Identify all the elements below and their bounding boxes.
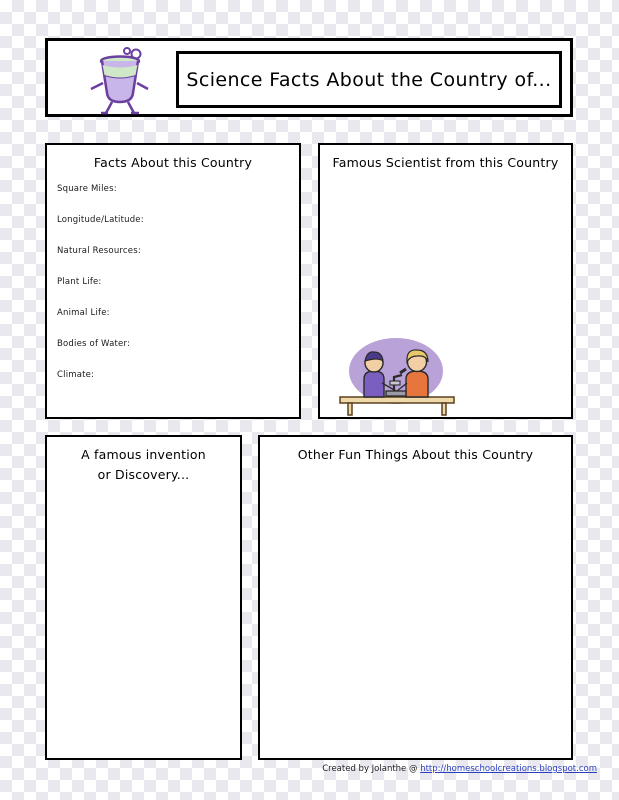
facts-field: Square Miles: [57,184,117,194]
invention-box-title-line1: A famous invention [81,447,206,462]
credit-prefix: Created by Jolanthe @ [322,764,421,774]
facts-field: Climate: [57,370,95,380]
worksheet-sheet [22,26,597,776]
other-things-box [258,435,573,760]
facts-field: Natural Resources: [57,246,141,256]
invention-box-title-line2: or Discovery... [97,467,190,482]
facts-field: Longitude/Latitude: [57,215,144,225]
facts-field-list [47,184,299,380]
facts-field: Plant Life: [57,277,102,287]
facts-box-title: Facts About this Country [93,155,253,170]
facts-box [45,143,301,419]
invention-box [45,435,242,760]
scientist-box-title: Famous Scientist from this Country [332,155,559,170]
facts-field: Animal Life: [57,308,110,318]
title-inner-box [176,51,562,108]
facts-field: Bodies of Water: [57,339,131,349]
credit-line [22,764,601,774]
worksheet-page [22,26,597,776]
scientist-box [318,143,573,419]
page-title: Science Facts About the Country of... [186,68,552,91]
students-at-microscope-clipart [334,331,464,417]
beaker-icon [84,47,170,115]
title-banner [45,38,573,117]
credit-link[interactable]: http://homeschoolcreations.blogspot.com [420,764,597,774]
other-things-box-title: Other Fun Things About this Country [297,447,534,462]
